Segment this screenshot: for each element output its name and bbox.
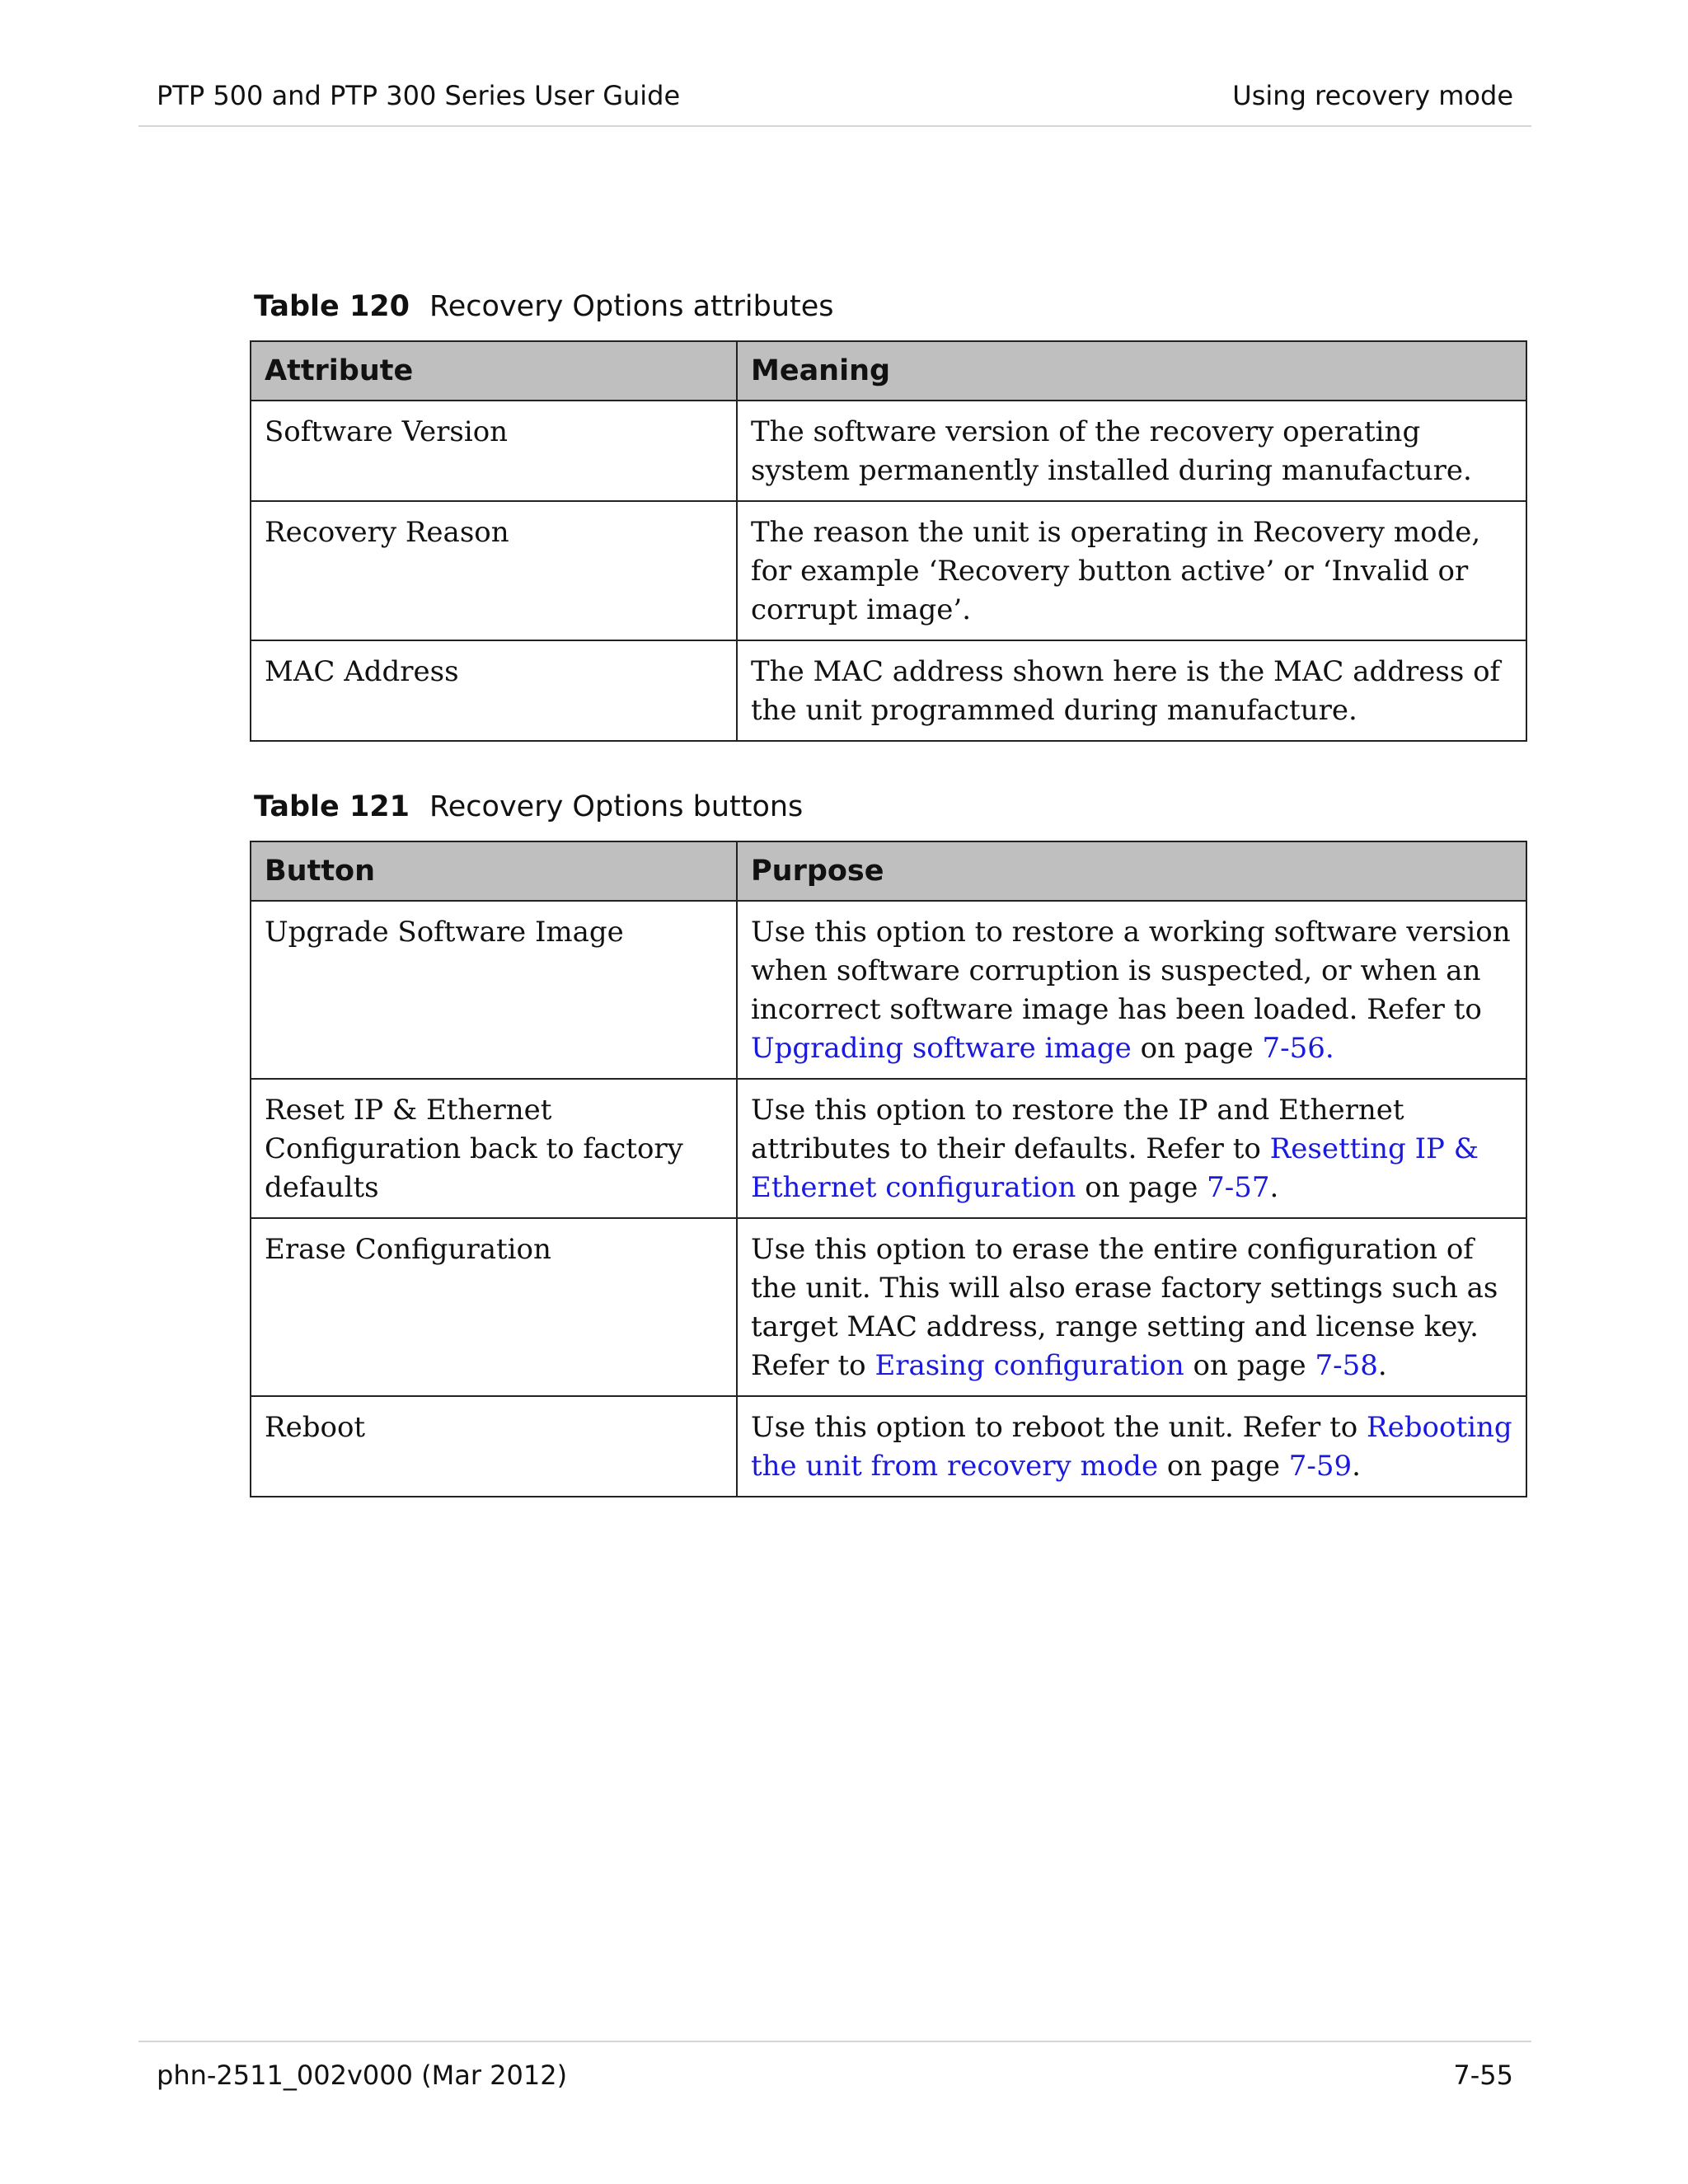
- footer-document-id: phn-2511_002v000 (Mar 2012): [157, 2060, 568, 2091]
- column-header-button: Button: [251, 841, 737, 901]
- tail-text: .: [1377, 1349, 1387, 1382]
- on-page-text: on page: [1158, 1450, 1289, 1483]
- page-number: 7-55: [1453, 2060, 1513, 2091]
- link-page-7-59[interactable]: 7-59: [1288, 1450, 1353, 1483]
- button-cell: Reset IP & Ethernet Configuration back to factory defaults: [251, 1079, 737, 1218]
- page-header: [138, 0, 1531, 127]
- table-121-title: Recovery Options buttons: [429, 790, 804, 823]
- table-row: [251, 1396, 1526, 1497]
- table-row: [251, 401, 1526, 501]
- table-row: [251, 640, 1526, 741]
- tail-text: .: [1352, 1450, 1361, 1483]
- link-erasing-configuration[interactable]: Erasing configuration: [874, 1349, 1184, 1382]
- column-header-purpose: Purpose: [737, 841, 1526, 901]
- table-120-caption: [254, 288, 834, 325]
- on-page-text: on page: [1131, 1032, 1263, 1065]
- table-121-number: Table 121: [254, 790, 410, 823]
- button-cell: Reboot: [251, 1396, 737, 1497]
- button-cell: Upgrade Software Image: [251, 901, 737, 1079]
- attribute-cell: MAC Address: [251, 640, 737, 741]
- link-page-7-58[interactable]: 7-58: [1315, 1349, 1378, 1382]
- purpose-text: Use this option to reboot the unit. Refer to: [751, 1411, 1367, 1444]
- link-page-7-56[interactable]: 7-56.: [1262, 1032, 1334, 1065]
- button-cell: Erase Configuration: [251, 1218, 737, 1396]
- attribute-cell: Recovery Reason: [251, 501, 737, 640]
- recovery-options-buttons-table: [250, 841, 1527, 1497]
- column-header-meaning: Meaning: [737, 341, 1526, 401]
- meaning-cell: The software version of the recovery operating system permanently installed during manufacture.: [737, 401, 1526, 501]
- tail-text: .: [1269, 1171, 1279, 1204]
- purpose-cell: [737, 1396, 1526, 1497]
- table-120-title: Recovery Options attributes: [429, 290, 834, 323]
- on-page-text: on page: [1184, 1349, 1315, 1382]
- link-upgrading-software-image[interactable]: Upgrading software image: [751, 1032, 1132, 1065]
- table-120-number: Table 120: [254, 290, 410, 323]
- meaning-cell: The MAC address shown here is the MAC address of the unit programmed during manufacture.: [737, 640, 1526, 741]
- purpose-cell: [737, 1218, 1526, 1396]
- meaning-cell: The reason the unit is operating in Recovery mode, for example ‘Recovery button active’ or ‘Invalid or corrupt image’.: [737, 501, 1526, 640]
- purpose-cell: [737, 1079, 1526, 1218]
- table-row: [251, 901, 1526, 1079]
- table-header-row: [251, 841, 1526, 901]
- purpose-cell: [737, 901, 1526, 1079]
- header-section-title: Using recovery mode: [1232, 80, 1513, 111]
- recovery-options-attributes-table: [250, 340, 1527, 742]
- on-page-text: on page: [1076, 1171, 1207, 1204]
- attribute-cell: Software Version: [251, 401, 737, 501]
- header-document-title: PTP 500 and PTP 300 Series User Guide: [157, 80, 681, 111]
- purpose-text: Use this option to erase the entire configuration of the unit. This will also erase factory settings such as target MAC address, range setting and license key. Refer to: [751, 1233, 1498, 1382]
- table-row: [251, 1079, 1526, 1218]
- column-header-attribute: Attribute: [251, 341, 737, 401]
- table-121-caption: [254, 789, 803, 825]
- table-row: [251, 1218, 1526, 1396]
- purpose-text: Use this option to restore a working software version when software corruption is suspected, or when an incorrect software image has been loaded. Refer to: [751, 916, 1511, 1026]
- link-rebooting-unit-from-recovery-mode[interactable]: Rebooting the unit from recovery mode: [751, 1411, 1512, 1483]
- table-row: [251, 501, 1526, 640]
- table-header-row: [251, 341, 1526, 401]
- link-page-7-57[interactable]: 7-57: [1207, 1171, 1270, 1204]
- purpose-text: Use this option to restore the IP and Ethernet attributes to their defaults. Refer to: [751, 1094, 1404, 1165]
- link-resetting-ip-ethernet-configuration[interactable]: Resetting IP & Ethernet configuration: [751, 1132, 1479, 1204]
- page-footer: [138, 2041, 1531, 2107]
